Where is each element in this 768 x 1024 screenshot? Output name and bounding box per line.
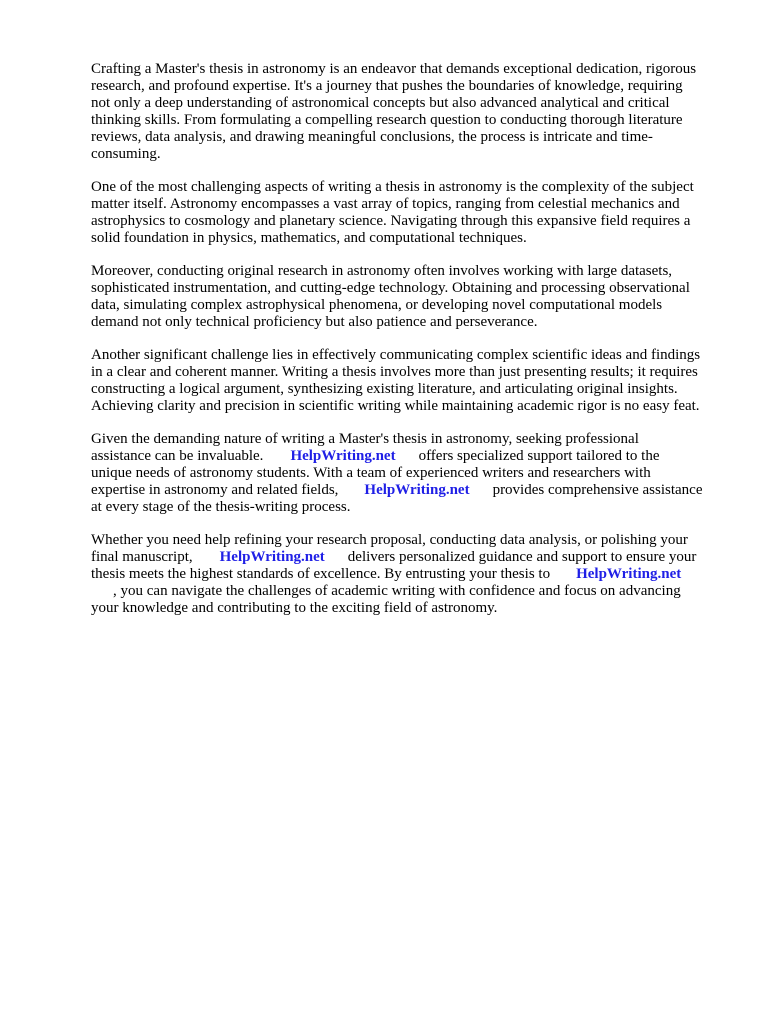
text-line: reviews, data analysis, and drawing meaningful conclusions, the process is intricate and time- — [91, 129, 653, 145]
helpwriting-link[interactable]: HelpWriting.net — [364, 482, 470, 498]
text-line: constructing a logical argument, synthesizing existing literature, and articulating original insights. — [91, 381, 678, 397]
paragraph-closing — [91, 532, 731, 617]
paragraph-communication — [91, 347, 731, 415]
text-line: Achieving clarity and precision in scientific writing while maintaining academic rigor is no easy feat. — [91, 398, 700, 414]
text-line: solid foundation in physics, mathematics, and computational techniques. — [91, 230, 527, 246]
text-line: Another significant challenge lies in effectively communicating complex scientific ideas and findings — [91, 347, 701, 363]
helpwriting-link[interactable]: HelpWriting.net — [290, 448, 396, 464]
text-line: at every stage of the thesis-writing process. — [91, 499, 351, 515]
paragraph-assistance — [91, 431, 731, 516]
paragraph-intro — [91, 61, 731, 163]
text-line: Crafting a Master's thesis in astronomy is an endeavor that demands exceptional dedication, rigorous — [91, 61, 697, 77]
text-segment: offers specialized support tailored to the — [418, 448, 660, 464]
text-segment: assistance can be invaluable. — [91, 448, 264, 464]
text-line — [91, 482, 731, 499]
text-line: astrophysics to cosmology and planetary science. Navigating through this expansive field requires a — [91, 213, 691, 229]
text-line: Whether you need help refining your research proposal, conducting data analysis, or polishing your — [91, 532, 688, 548]
paragraph-research — [91, 263, 731, 331]
text-line: research, and profound expertise. It's a journey that pushes the boundaries of knowledge, requiring — [91, 78, 683, 94]
text-segment: thesis meets the highest standards of excellence. By entrusting your thesis to — [91, 566, 551, 582]
text-line — [91, 549, 731, 566]
text-line: your knowledge and contributing to the exciting field of astronomy. — [91, 600, 498, 616]
text-line: matter itself. Astronomy encompasses a vast array of topics, ranging from celestial mechanics and — [91, 196, 680, 212]
text-line: demand not only technical proficiency but also patience and perseverance. — [91, 314, 538, 330]
text-line: Given the demanding nature of writing a Master's thesis in astronomy, seeking professional — [91, 431, 639, 447]
text-segment: final manuscript, — [91, 549, 193, 565]
paragraph-complexity — [91, 179, 731, 247]
text-line: Moreover, conducting original research in astronomy often involves working with large datasets, — [91, 263, 673, 279]
text-segment: delivers personalized guidance and support to ensure your — [347, 549, 697, 565]
text-segment: , you can navigate the challenges of academic writing with confidence and focus on advancing — [113, 583, 681, 599]
text-line — [91, 583, 731, 600]
text-segment: expertise in astronomy and related fields, — [91, 482, 339, 498]
text-line: data, simulating complex astrophysical phenomena, or developing novel computational models — [91, 297, 663, 313]
text-line: not only a deep understanding of astronomical concepts but also advanced analytical and critical — [91, 95, 670, 111]
text-line: One of the most challenging aspects of writing a thesis in astronomy is the complexity of the subject — [91, 179, 694, 195]
text-line: in a clear and coherent manner. Writing a thesis involves more than just presenting results; it requires — [91, 364, 698, 380]
document-body — [91, 61, 731, 633]
helpwriting-link[interactable]: HelpWriting.net — [219, 549, 325, 565]
text-segment: provides comprehensive assistance — [492, 482, 703, 498]
text-line — [91, 566, 731, 583]
text-line — [91, 448, 731, 465]
text-line: consuming. — [91, 146, 161, 162]
text-line: thinking skills. From formulating a compelling research question to conducting thorough literature — [91, 112, 683, 128]
helpwriting-link[interactable]: HelpWriting.net — [576, 566, 682, 582]
text-line: sophisticated instrumentation, and cutting-edge technology. Obtaining and processing observational — [91, 280, 690, 296]
text-line: unique needs of astronomy students. With a team of experienced writers and researchers with — [91, 465, 651, 481]
